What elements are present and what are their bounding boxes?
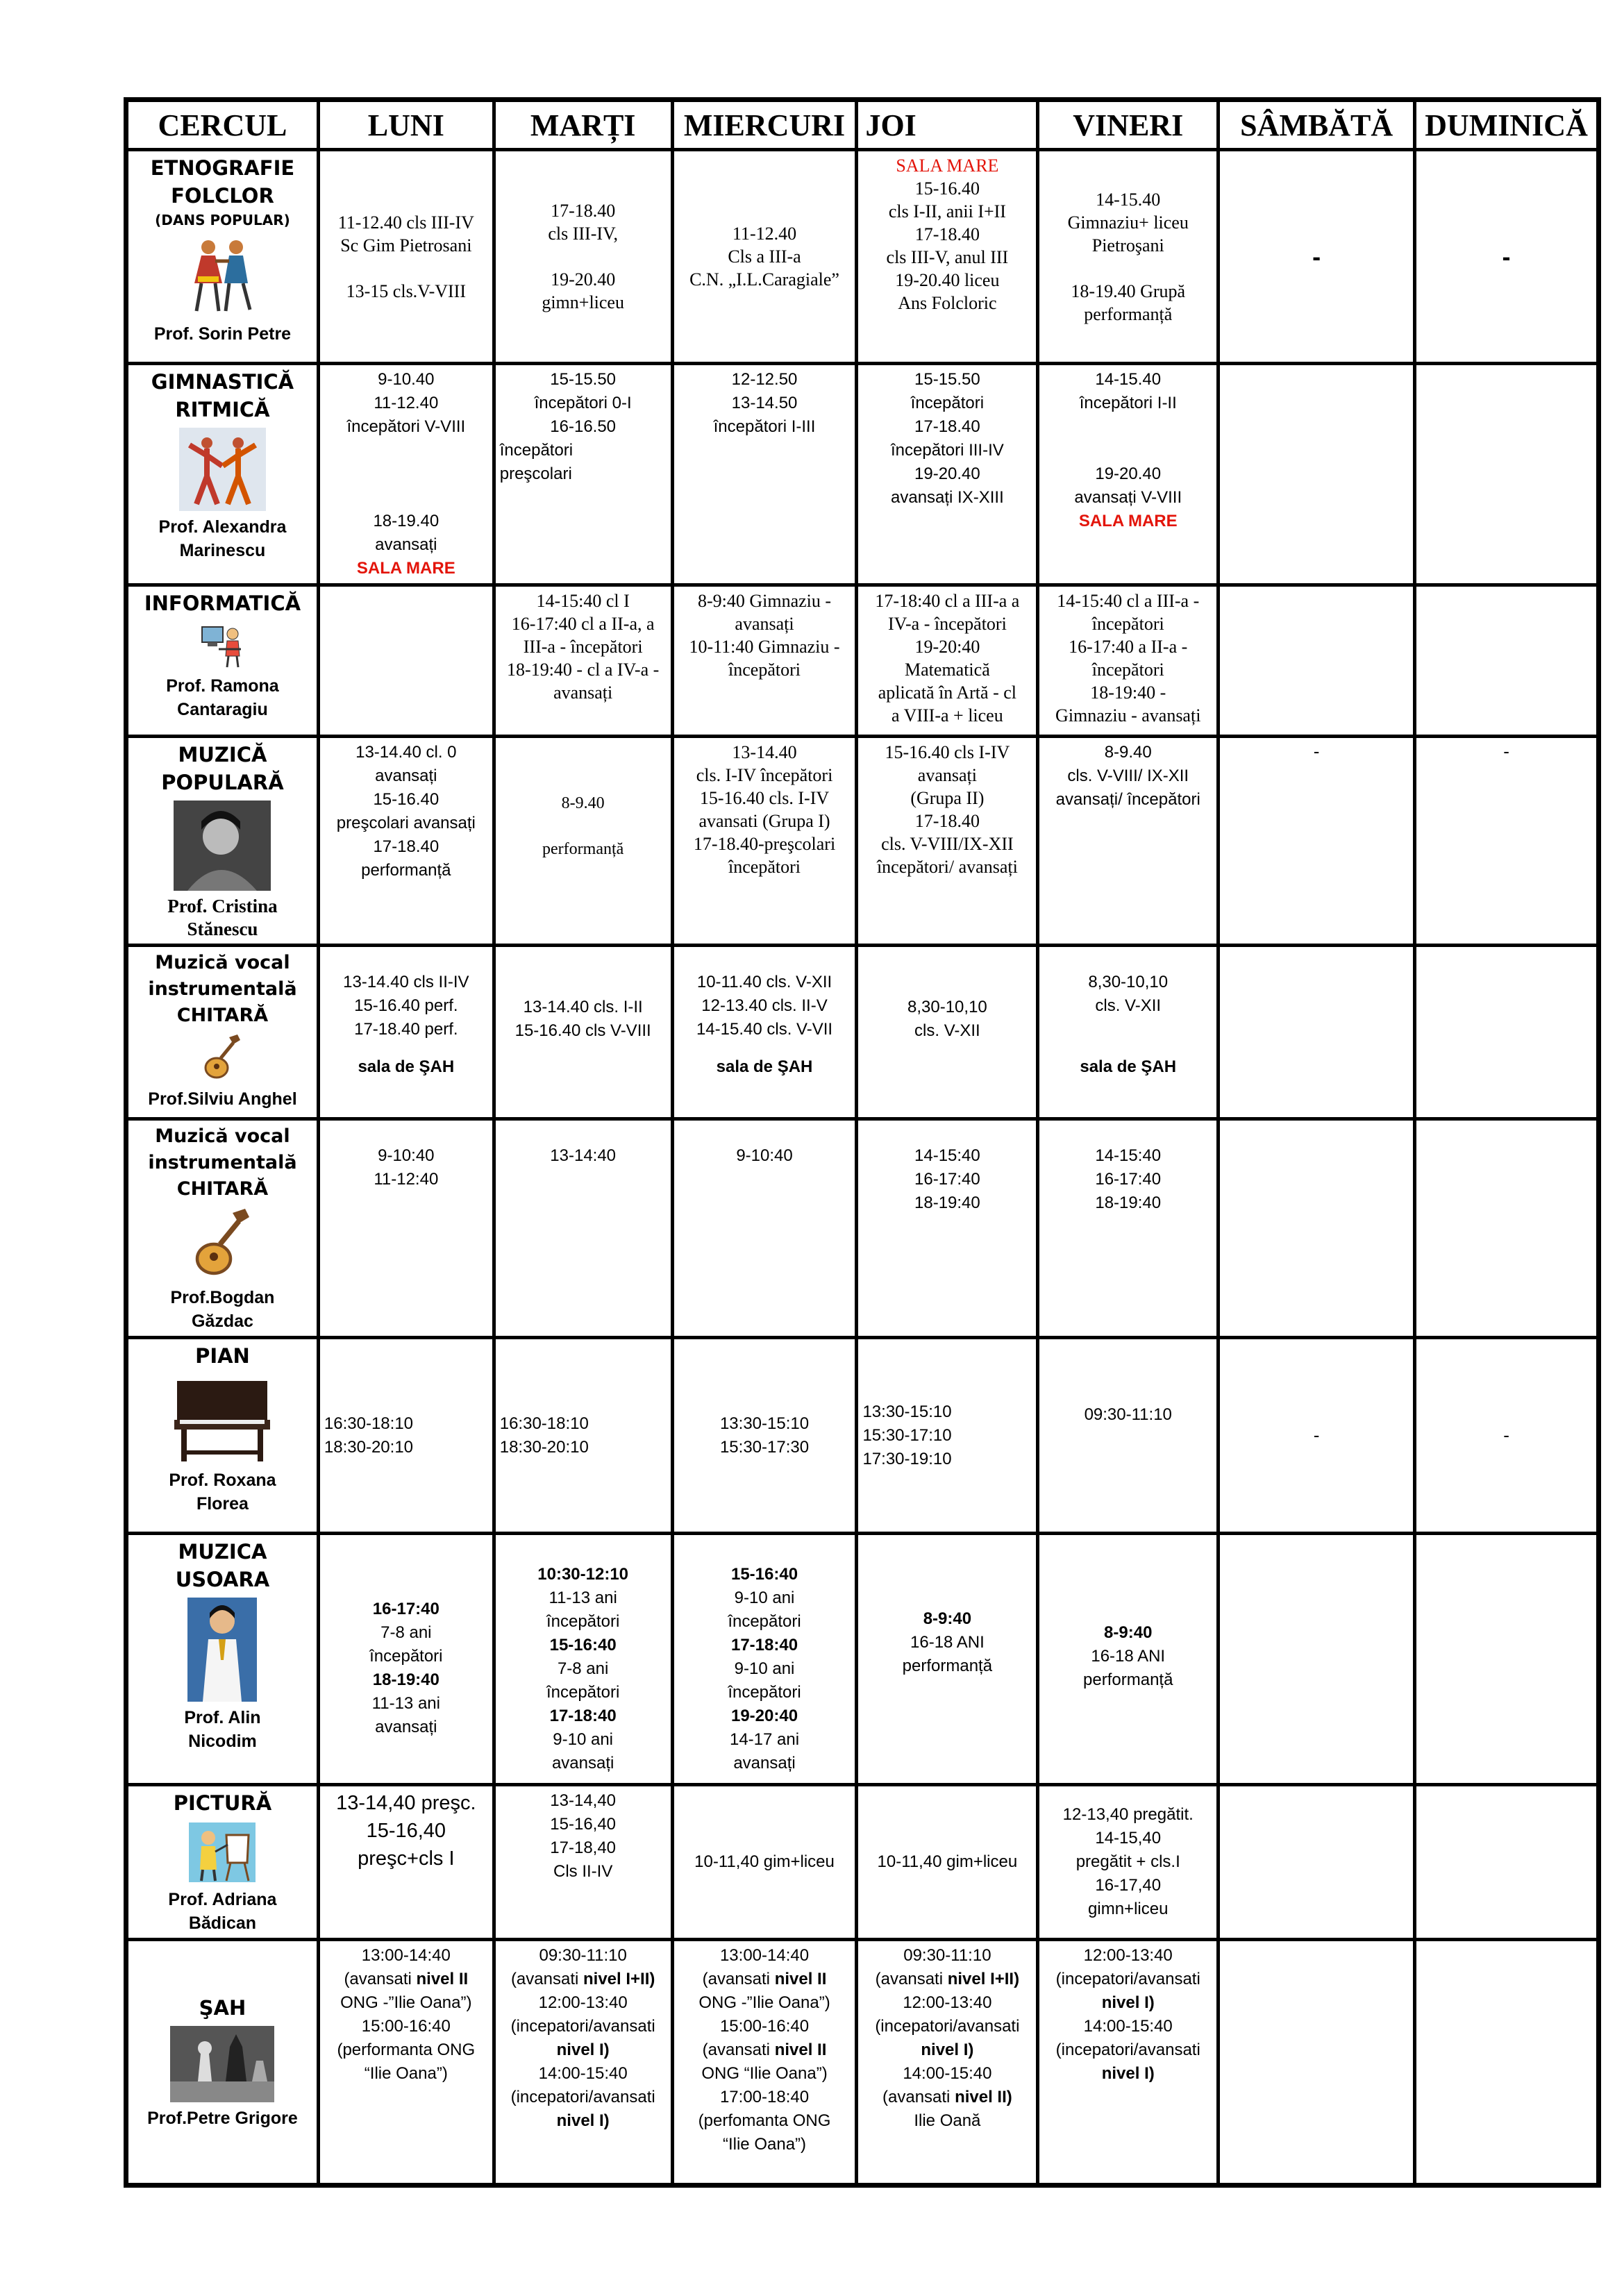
guitar-icon <box>191 1207 253 1282</box>
teacher-name: Prof. Alexandra Marinescu <box>158 517 287 560</box>
painter-icon <box>187 1821 257 1884</box>
schedule-cell-sambata <box>1219 1940 1415 2186</box>
schedule-line: începători <box>546 1612 620 1631</box>
schedule-cell-marti: 17-18.40 cls III-IV, 19-20.40 gimn+liceu <box>494 150 672 364</box>
folk-dancers-icon <box>184 235 260 318</box>
circle-name: PIAN <box>195 1344 250 1368</box>
schedule-cell-vineri: 14-15:40 cl a III-a - începători 16-17:40 a II-a - începători 18-19:40 - Gimnaziu - avansați <box>1038 585 1219 737</box>
circle-name: MUZICĂ POPULARĂ <box>161 743 284 794</box>
room-note: SALA MARE <box>356 559 455 578</box>
schedule-cell-vineri: 09:30-11:10 <box>1038 1338 1219 1534</box>
schedule-line: 15-16:40 <box>549 1636 617 1654</box>
schedule-cell-joi <box>857 150 1038 364</box>
circle-cell <box>126 1119 319 1338</box>
schedule-line: începători <box>728 1683 801 1702</box>
schedule-line: nivel I) <box>556 2111 610 2130</box>
header-row <box>126 100 1599 150</box>
schedule-cell-marti: 13-14.40 cls. I-II 15-16.40 cls V-VIII <box>494 946 672 1119</box>
schedule-cell-joi <box>857 1534 1038 1785</box>
schedule-line: 09:30-11:10 <box>903 1946 991 1965</box>
schedule-line: începători <box>369 1647 443 1666</box>
header-miercuri: MIERCURI <box>672 100 857 150</box>
schedule-cell-marti: 16:30-18:10 18:30-20:10 <box>494 1338 672 1534</box>
schedule-cell-miercuri <box>672 1534 857 1785</box>
schedule-cell-miercuri: 13-14.40 cls. I-IV începători 15-16.40 cls. I-IV avansati (Grupa I) 17-18.40-preşcolari începători <box>672 737 857 946</box>
circle-name: PICTURĂ <box>173 1791 272 1815</box>
teacher-name: Prof.Silviu Anghel <box>148 1089 297 1109</box>
schedule-line: (incepatori/avansati <box>1055 2041 1200 2059</box>
schedule-cell-luni <box>318 585 494 737</box>
schedule-table <box>124 97 1601 2188</box>
schedule-line: 17-18:40 <box>730 1636 798 1654</box>
schedule-line: ONG -”Ilie Oana”) <box>698 1993 830 2012</box>
circle-cell <box>126 946 319 1119</box>
circle-name: Muzică vocal instrumentală CHITARĂ <box>148 1125 297 1200</box>
schedule-text: 18-19.40 avansați <box>373 512 440 554</box>
schedule-line: “Ilie Oana”) <box>722 2135 807 2154</box>
table-row <box>126 1534 1599 1785</box>
schedule-line: (incepatori/avansati <box>510 2017 655 2036</box>
schedule-lines <box>678 1944 851 2156</box>
schedule-line: 16-18 ANI <box>910 1633 985 1652</box>
gymnasts-photo-icon <box>179 428 266 511</box>
schedule-line: 8-9:40 <box>1104 1623 1153 1642</box>
table-row <box>126 946 1599 1119</box>
table-row <box>126 364 1599 585</box>
table-row <box>126 737 1599 946</box>
schedule-cell-sambata: - <box>1219 1338 1415 1534</box>
schedule-line: (performanta ONG <box>337 2041 476 2059</box>
schedule-cell-marti: 8-9.40 performanță <box>494 737 672 946</box>
schedule-line: ONG “Ilie Oana”) <box>701 2064 828 2083</box>
schedule-cell-joi: 15-16.40 cls I-IV avansați (Grupa II) 17-18.40 cls. V-VIII/IX-XII începători/ avansați <box>857 737 1038 946</box>
schedule-line: 17:00-18:40 <box>719 2088 810 2106</box>
schedule-line: “Ilie Oana”) <box>364 2064 448 2083</box>
guitar-icon <box>201 1033 243 1083</box>
schedule-line: începători <box>546 1683 620 1702</box>
teacher-name: Prof. Cristina Stănescu <box>167 896 278 939</box>
schedule-line: (incepatori/avansati <box>875 2017 1020 2036</box>
schedule-line: (avansati nivel II <box>702 1970 827 1988</box>
schedule-text: 13-14.40 cls II-IV 15-16.40 perf. 17-18.40 perf. <box>343 973 469 1039</box>
computer-user-icon <box>198 621 246 670</box>
schedule-cell-miercuri <box>672 1940 857 2186</box>
circle-cell <box>126 737 319 946</box>
schedule-line: 10:30-12:10 <box>537 1565 629 1584</box>
schedule-line: 13:00-14:40 <box>719 1946 810 1965</box>
schedule-line: 13:00-14:40 <box>361 1946 451 1965</box>
schedule-line: performanță <box>1083 1670 1173 1689</box>
schedule-line: avansați <box>551 1754 614 1773</box>
schedule-cell-duminica: - <box>1415 1338 1599 1534</box>
schedule-cell-luni <box>318 1940 494 2186</box>
circle-cell <box>126 585 319 737</box>
schedule-cell-vineri <box>1038 1534 1219 1785</box>
schedule-line: 9-10 ani <box>734 1659 795 1678</box>
piano-icon <box>170 1374 274 1464</box>
schedule-cell-joi: 10-11,40 gim+liceu <box>857 1785 1038 1940</box>
schedule-line: (incepatori/avansati <box>1055 1970 1200 1988</box>
schedule-line: ONG -”Ilie Oana”) <box>340 1993 472 2012</box>
schedule-lines <box>678 1563 851 1775</box>
table-row <box>126 585 1599 737</box>
schedule-line: începători <box>728 1612 801 1631</box>
schedule-line: 15-16:40 <box>730 1565 798 1584</box>
schedule-cell-sambata <box>1219 585 1415 737</box>
schedule-line: nivel I) <box>1101 1993 1155 2012</box>
schedule-cell-sambata: - <box>1219 737 1415 946</box>
schedule-cell-joi: 15-15.50 începători 17-18.40 începători III-IV 19-20.40 avansați IX-XIII <box>857 364 1038 585</box>
room-note: SALA MARE <box>1078 512 1178 530</box>
schedule-lines <box>324 1598 488 1739</box>
schedule-cell-luni: 13-14.40 cl. 0 avansați 15-16.40 preşcolari avansați 17-18.40 performanță <box>318 737 494 946</box>
schedule-text: 15-15.50 începători 0-I 16-16.50 <box>534 370 632 436</box>
schedule-sheet <box>124 97 1601 2188</box>
schedule-text: 14-15.40 începători I-II <box>1079 370 1177 412</box>
schedule-cell-duminica <box>1415 1940 1599 2186</box>
schedule-cell-joi: 17-18:40 cl a III-a a IV-a - începători 19-20:40 Matematică aplicată în Artă - cl a VIII-a + liceu <box>857 585 1038 737</box>
schedule-line: 18-19:40 <box>372 1670 440 1689</box>
schedule-cell-joi: 14-15:40 16-17:40 18-19:40 <box>857 1119 1038 1338</box>
table-row <box>126 1785 1599 1940</box>
schedule-cell-luni: 11-12.40 cls III-IV Sc Gim Pietrosani 13-15 cls.V-VIII <box>318 150 494 364</box>
schedule-lines <box>324 1944 488 2086</box>
singer-photo-icon <box>187 1598 257 1702</box>
room-note: sala de ŞAH <box>1080 1057 1177 1076</box>
schedule-cell-luni: 16:30-18:10 18:30-20:10 <box>318 1338 494 1534</box>
schedule-cell-sambata <box>1219 946 1415 1119</box>
circle-cell <box>126 1534 319 1785</box>
schedule-line: 17-18:40 <box>549 1707 617 1725</box>
circle-name: MUZICA USOARA <box>175 1540 270 1591</box>
schedule-cell-joi: 8,30-10,10 cls. V-XII <box>857 946 1038 1119</box>
schedule-cell-luni: 13-14,40 preşc. 15-16,40 preşc+cls I <box>318 1785 494 1940</box>
schedule-line: (avansati nivel I+II) <box>875 1970 1020 1988</box>
schedule-lines <box>1044 1944 1212 2086</box>
schedule-line: 16-18 ANI <box>1091 1647 1166 1666</box>
schedule-line: 12:00-13:40 <box>538 1993 628 2012</box>
schedule-cell-joi: 13:30-15:10 15:30-17:10 17:30-19:10 <box>857 1338 1038 1534</box>
schedule-lines <box>1044 1621 1212 1692</box>
room-note: sala de ŞAH <box>716 1057 813 1076</box>
circle-cell <box>126 1338 319 1534</box>
schedule-cell-marti <box>494 1534 672 1785</box>
schedule-line: (incepatori/avansati <box>510 2088 655 2106</box>
schedule-line: 15:00-16:40 <box>361 2017 451 2036</box>
schedule-line: nivel I) <box>1101 2064 1155 2083</box>
schedule-line: 9-10 ani <box>553 1730 614 1749</box>
schedule-lines <box>500 1563 667 1775</box>
schedule-lines <box>862 1944 1032 2133</box>
schedule-line: 14:00-15:40 <box>538 2064 628 2083</box>
circle-cell <box>126 364 319 585</box>
schedule-cell-luni <box>318 364 494 585</box>
schedule-text: 10-11.40 cls. V-XII 12-13.40 cls. II-V 14-15.40 cls. V-VII <box>696 973 833 1039</box>
header-duminica: DUMINICĂ <box>1415 100 1599 150</box>
schedule-line: 7-8 ani <box>557 1659 609 1678</box>
schedule-cell-luni <box>318 946 494 1119</box>
schedule-cell-vineri: 12-13,40 pregătit. 14-15,40 pregătit + cls.I 16-17,40 gimn+liceu <box>1038 1785 1219 1940</box>
table-row <box>126 1119 1599 1338</box>
teacher-name: Prof. Sorin Petre <box>153 324 292 344</box>
schedule-line: 12:00-13:40 <box>1083 1946 1173 1965</box>
schedule-line: 09:30-11:10 <box>539 1946 627 1965</box>
header-marti: MARȚI <box>494 100 672 150</box>
circle-cell <box>126 1940 319 2186</box>
schedule-cell-duminica <box>1415 1785 1599 1940</box>
schedule-line: avansați <box>733 1754 796 1773</box>
singer-photo-icon <box>174 801 271 891</box>
room-note: SALA MARE <box>896 156 999 176</box>
schedule-line: 14:00-15:40 <box>903 2064 992 2083</box>
schedule-cell-duminica <box>1415 585 1599 737</box>
teacher-name: Prof. Ramona Cantaragiu <box>166 676 279 719</box>
schedule-cell-sambata <box>1219 1785 1415 1940</box>
schedule-lines <box>500 1944 667 2133</box>
schedule-cell-vineri: 14-15:40 16-17:40 18-19:40 <box>1038 1119 1219 1338</box>
schedule-line: nivel I) <box>556 2041 610 2059</box>
schedule-line: (avansati nivel II <box>344 1970 469 1988</box>
schedule-text: 15-16.40 cls I-II, anii I+II 17-18.40 cls III-V, anul III 19-20.40 liceu Ans Folcloric <box>886 178 1009 313</box>
schedule-line: (avansati nivel II) <box>882 2088 1012 2106</box>
schedule-cell-sambata <box>1219 1534 1415 1785</box>
header-luni: LUNI <box>318 100 494 150</box>
table-row <box>126 150 1599 364</box>
schedule-line: (avansati nivel I+II) <box>510 1970 655 1988</box>
teacher-name: Prof. Adriana Bădican <box>168 1890 277 1933</box>
schedule-lines <box>862 1607 1032 1678</box>
schedule-cell-duminica <box>1415 1119 1599 1338</box>
schedule-line: 9-10 ani <box>734 1589 795 1607</box>
schedule-cell-miercuri: 10-11,40 gim+liceu <box>672 1785 857 1940</box>
schedule-cell-vineri <box>1038 946 1219 1119</box>
circle-name: GIMNASTICĂ RITMICĂ <box>151 370 294 421</box>
circle-name: ETNOGRAFIE FOLCLOR <box>150 156 295 208</box>
schedule-line: 15:00-16:40 <box>719 2017 810 2036</box>
schedule-line: 19-20:40 <box>730 1707 798 1725</box>
schedule-line: (avansati nivel II <box>702 2041 827 2059</box>
schedule-cell-vineri <box>1038 1940 1219 2186</box>
schedule-cell-marti: 13-14,40 15-16,40 17-18,40 Cls II-IV <box>494 1785 672 1940</box>
schedule-cell-vineri: 14-15.40 Gimnaziu+ liceu Pietroşani 18-19.40 Grupă performanță <box>1038 150 1219 364</box>
schedule-cell-miercuri <box>672 946 857 1119</box>
schedule-line: performanță <box>902 1657 993 1675</box>
teacher-name: Prof.Petre Grigore <box>147 2109 298 2128</box>
schedule-cell-duminica: - <box>1415 150 1599 364</box>
schedule-text: 8,30-10,10 cls. V-XII <box>1088 973 1169 1015</box>
table-row <box>126 1338 1599 1534</box>
schedule-line: 11-13 ani <box>549 1589 617 1607</box>
circle-name: Muzică vocal instrumentală CHITARĂ <box>148 952 297 1026</box>
circle-name: INFORMATICĂ <box>144 592 301 615</box>
schedule-cell-duminica <box>1415 364 1599 585</box>
schedule-line: 12:00-13:40 <box>903 1993 992 2012</box>
schedule-line: 11-13 ani <box>371 1694 440 1713</box>
header-joi: JOI <box>857 100 1038 150</box>
room-note: sala de ŞAH <box>358 1057 455 1076</box>
table-row <box>126 1940 1599 2186</box>
schedule-cell-duminica <box>1415 946 1599 1119</box>
schedule-cell-sambata <box>1219 1119 1415 1338</box>
schedule-cell-marti <box>494 364 672 585</box>
header-sambata: SÂMBĂTĂ <box>1219 100 1415 150</box>
schedule-cell-luni: 9-10:40 11-12:40 <box>318 1119 494 1338</box>
schedule-cell-miercuri: 12-12.50 13-14.50 începători I-III <box>672 364 857 585</box>
schedule-cell-duminica: - <box>1415 737 1599 946</box>
teacher-name: Prof.Bogdan Găzdac <box>170 1288 275 1331</box>
circle-subtitle: (DANS POPULAR) <box>155 212 290 228</box>
schedule-line: 7-8 ani <box>380 1623 432 1642</box>
circle-cell <box>126 1785 319 1940</box>
schedule-cell-vineri: 8-9.40 cls. V-VIII/ IX-XII avansați/ începători <box>1038 737 1219 946</box>
schedule-line: 14-17 ani <box>729 1730 800 1749</box>
schedule-cell-duminica <box>1415 1534 1599 1785</box>
schedule-cell-joi <box>857 1940 1038 2186</box>
schedule-cell-miercuri: 11-12.40 Cls a III-a C.N. „I.L.Caragiale” <box>672 150 857 364</box>
schedule-cell-miercuri: 13:30-15:10 15:30-17:30 <box>672 1338 857 1534</box>
schedule-cell-luni <box>318 1534 494 1785</box>
schedule-cell-miercuri: 8-9:40 Gimnaziu - avansați 10-11:40 Gimnaziu - începători <box>672 585 857 737</box>
schedule-cell-vineri <box>1038 364 1219 585</box>
schedule-cell-sambata <box>1219 364 1415 585</box>
header-cercul: CERCUL <box>126 100 319 150</box>
teacher-name: Prof. Alin Nicodim <box>184 1708 261 1751</box>
schedule-cell-marti <box>494 1940 672 2186</box>
schedule-line: 16-17:40 <box>372 1600 440 1618</box>
schedule-text: 19-20.40 avansați V-VIII <box>1074 464 1182 507</box>
schedule-text: 9-10.40 11-12.40 începători V-VIII <box>346 370 466 436</box>
schedule-text: începători preşcolari <box>499 441 574 483</box>
teacher-name: Prof. Roxana Florea <box>169 1470 276 1514</box>
schedule-line: 14:00-15:40 <box>1083 2017 1173 2036</box>
circle-name: ŞAH <box>199 1996 246 2020</box>
circle-cell <box>126 150 319 364</box>
schedule-cell-sambata: - <box>1219 150 1415 364</box>
schedule-line: (perfomanta ONG <box>698 2111 831 2130</box>
schedule-line: nivel I) <box>921 2041 974 2059</box>
schedule-line: avansați <box>375 1718 437 1736</box>
schedule-cell-marti: 13-14:40 <box>494 1119 672 1338</box>
schedule-line: Ilie Oană <box>914 2111 981 2130</box>
header-vineri: VINERI <box>1038 100 1219 150</box>
schedule-cell-miercuri: 9-10:40 <box>672 1119 857 1338</box>
chess-pieces-icon <box>170 2026 274 2102</box>
schedule-cell-marti: 14-15:40 cl I 16-17:40 cl a II-a, a III-a - începători 18-19:40 - cl a IV-a - avansați <box>494 585 672 737</box>
schedule-line: 8-9:40 <box>923 1609 972 1628</box>
